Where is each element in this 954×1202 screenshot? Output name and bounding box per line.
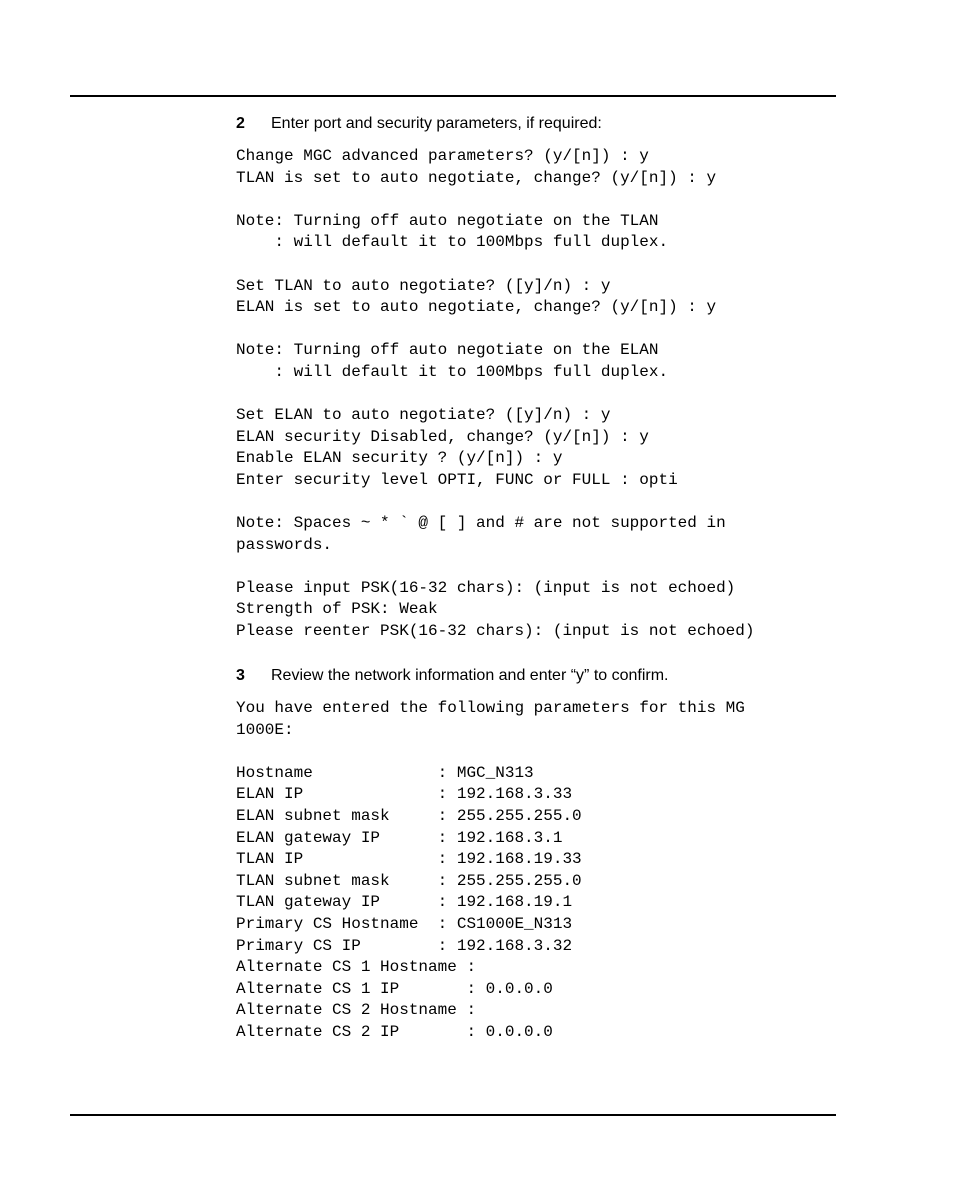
console-line: : will default it to 100Mbps full duplex. — [236, 362, 669, 381]
console-line: Change MGC advanced parameters? (y/[n]) : y — [236, 147, 649, 165]
console-line: TLAN gateway IP : 192.168.19.1 — [236, 893, 573, 912]
console-line: Please input PSK(16-32 chars): (input is not echoed) — [236, 578, 736, 597]
console-output-1 — [236, 146, 754, 643]
footer-rule — [70, 1114, 836, 1116]
console-line: Primary CS IP : 192.168.3.32 — [236, 936, 573, 955]
console-line: Enable ELAN security ? (y/[n]) : y — [236, 449, 563, 468]
console-line: ELAN IP : 192.168.3.33 — [236, 785, 573, 804]
console-line — [236, 384, 754, 406]
console-line: TLAN is set to auto negotiate, change? (y/[n]) : y — [236, 168, 717, 187]
console-line: ELAN is set to auto negotiate, change? (y/[n]) : y — [236, 298, 717, 317]
console-line: Note: Turning off auto negotiate on the ELAN — [236, 341, 659, 360]
step-3-text: Review the network information and enter “y” to confirm. — [271, 667, 669, 684]
step-2-text: Enter port and security parameters, if required: — [271, 115, 602, 132]
console-line — [236, 189, 754, 211]
console-line: Strength of PSK: Weak — [236, 600, 438, 619]
console-line — [236, 741, 745, 763]
console-line: ELAN subnet mask : 255.255.255.0 — [236, 806, 582, 825]
console-output-2 — [236, 698, 745, 1044]
console-line: You have entered the following parameters for this MG — [236, 699, 745, 717]
step-3 — [236, 666, 836, 686]
console-line: Alternate CS 2 Hostname : — [236, 1001, 477, 1020]
console-line: TLAN subnet mask : 255.255.255.0 — [236, 871, 582, 890]
console-line: passwords. — [236, 535, 333, 554]
console-line: TLAN IP : 192.168.19.33 — [236, 850, 582, 869]
console-line: Alternate CS 1 Hostname : — [236, 958, 477, 977]
step-3-number: 3 — [236, 667, 245, 684]
console-line: Note: Spaces ~ * ` @ [ ] and # are not supported in — [236, 514, 726, 533]
step-2-number: 2 — [236, 115, 245, 132]
console-line: Set TLAN to auto negotiate? ([y]/n) : y — [236, 276, 611, 295]
console-line — [236, 556, 754, 578]
step-2 — [236, 114, 836, 134]
console-line: Please reenter PSK(16-32 chars): (input is not echoed) — [236, 622, 755, 641]
console-line: Primary CS Hostname : CS1000E_N313 — [236, 914, 573, 933]
console-line — [236, 492, 754, 514]
console-line: Enter security level OPTI, FUNC or FULL : opti — [236, 470, 678, 489]
console-line: : will default it to 100Mbps full duplex. — [236, 233, 669, 252]
console-line: Note: Turning off auto negotiate on the TLAN — [236, 211, 659, 230]
console-line: ELAN gateway IP : 192.168.3.1 — [236, 828, 563, 847]
console-line — [236, 254, 754, 276]
console-line: Hostname : MGC_N313 — [236, 763, 534, 782]
console-line: Alternate CS 2 IP : 0.0.0.0 — [236, 1022, 553, 1041]
console-line: Set ELAN to auto negotiate? ([y]/n) : y — [236, 406, 611, 425]
header-rule — [70, 95, 836, 97]
console-line: 1000E: — [236, 720, 294, 739]
console-line: Alternate CS 1 IP : 0.0.0.0 — [236, 979, 553, 998]
console-line: ELAN security Disabled, change? (y/[n]) : y — [236, 427, 649, 446]
console-line — [236, 319, 754, 341]
